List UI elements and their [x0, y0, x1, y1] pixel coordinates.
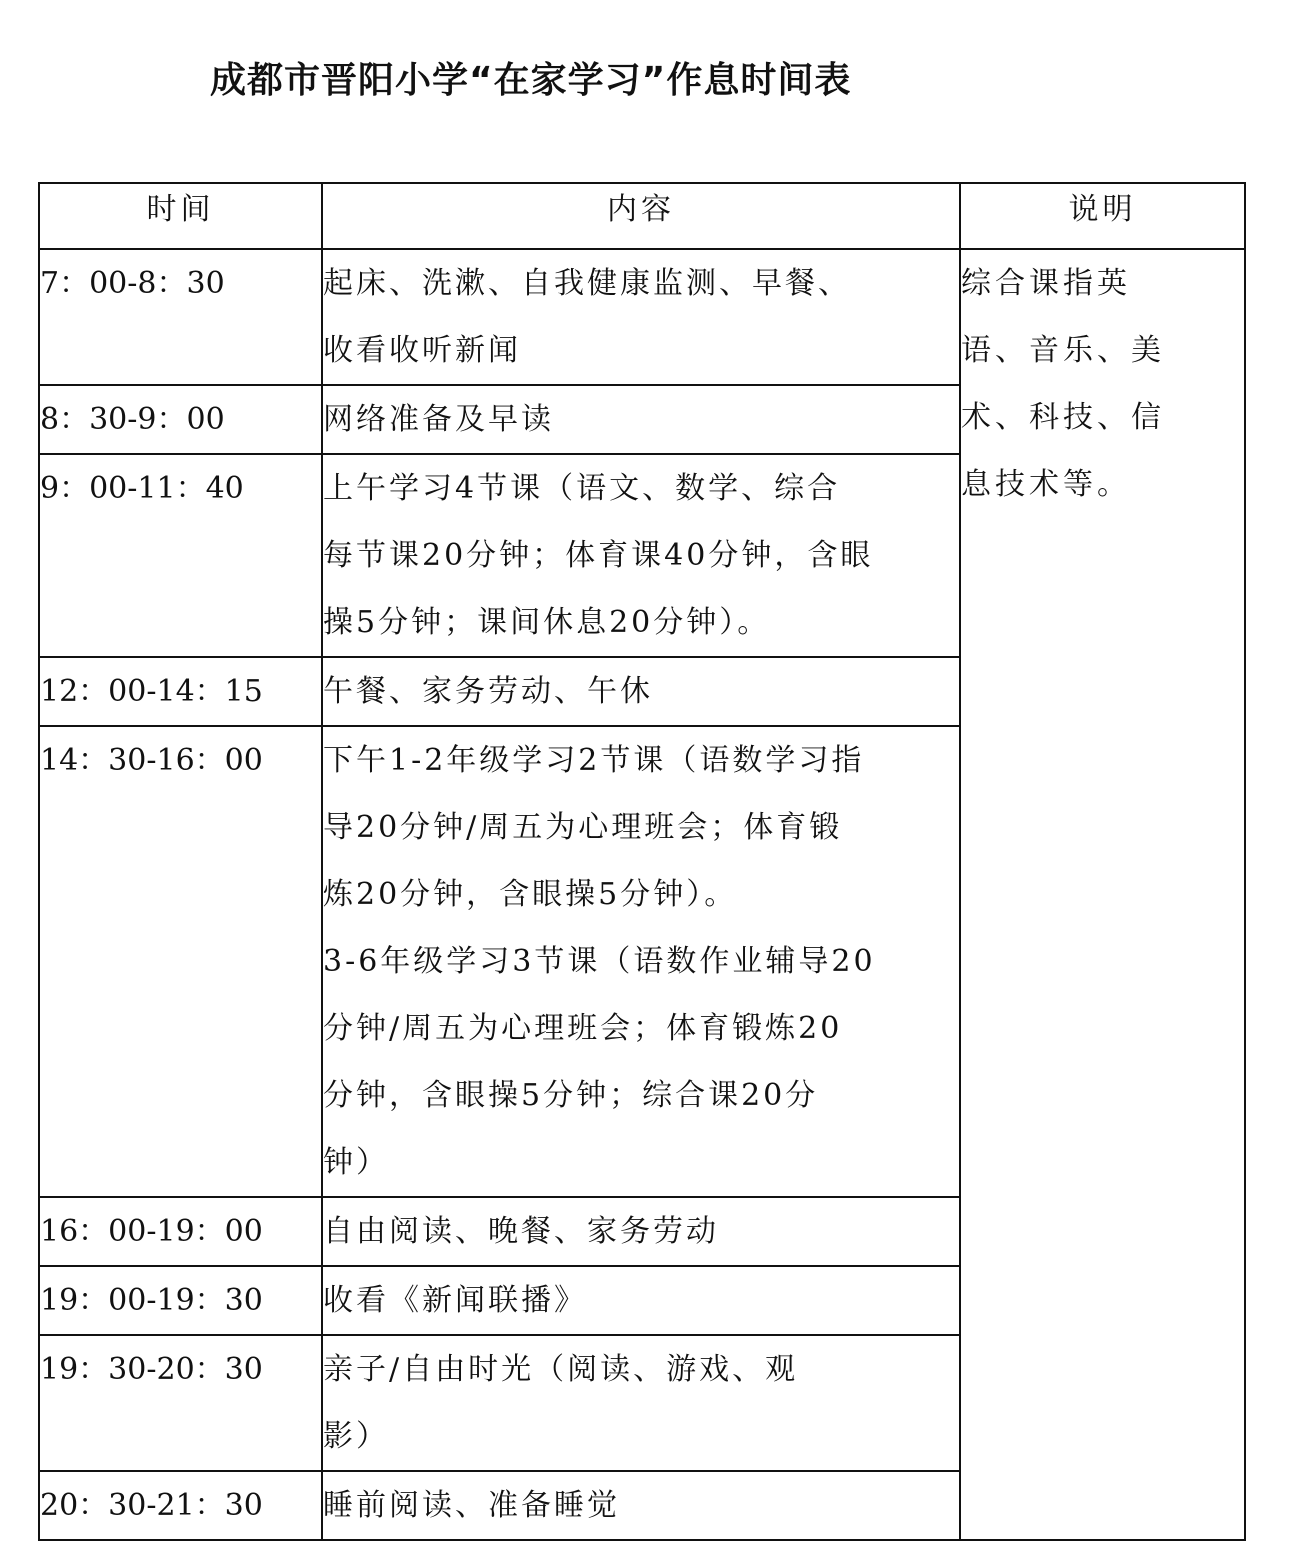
content-line: 收看收听新闻: [323, 333, 521, 368]
table-header-row: [39, 183, 1245, 249]
document-title: 成都市晋阳小学“在家学习”作息时间表: [210, 60, 852, 101]
content-cell: [322, 1266, 960, 1335]
time-cell: 14：30-16：00: [39, 726, 322, 1197]
note-line: 语、音乐、美: [961, 333, 1165, 368]
time-cell: 12：00-14：15: [39, 657, 322, 726]
content-cell: [322, 1335, 960, 1471]
content-line: 起床、洗漱、自我健康监测、早餐、: [323, 266, 851, 301]
time-cell: 7：00-8：30: [39, 249, 322, 385]
content-cell: [322, 726, 960, 1197]
note-line: 息技术等。: [961, 467, 1131, 502]
header-note: 说明: [960, 183, 1245, 249]
content-line: 分钟，含眼操5分钟；综合课20分: [323, 1078, 819, 1113]
content-line: 每节课20分钟；体育课40分钟，含眼: [323, 538, 874, 573]
content-cell: [322, 249, 960, 385]
content-line: 操5分钟；课间休息20分钟）。: [323, 605, 771, 640]
content-line: 炼20分钟，含眼操5分钟）。: [323, 877, 738, 912]
content-cell: [322, 1471, 960, 1540]
content-line: 睡前阅读、准备睡觉: [323, 1488, 620, 1523]
content-line: 钟）: [323, 1145, 389, 1180]
time-cell: 8：30-9：00: [39, 385, 322, 454]
content-cell: [322, 657, 960, 726]
time-cell: 20：30-21：30: [39, 1471, 322, 1540]
note-line: 术、科技、信: [961, 400, 1165, 435]
content-line: 亲子/自由时光（阅读、游戏、观: [323, 1352, 799, 1387]
content-line: 午餐、家务劳动、午休: [323, 674, 653, 709]
header-content: 内容: [322, 183, 960, 249]
content-line: 分钟/周五为心理班会；体育锻炼20: [323, 1011, 843, 1046]
content-line: 自由阅读、晚餐、家务劳动: [323, 1214, 719, 1249]
content-cell: [322, 385, 960, 454]
schedule-table: [38, 182, 1246, 1541]
time-cell: 16：00-19：00: [39, 1197, 322, 1266]
content-line: 收看《新闻联播》: [323, 1283, 587, 1318]
time-cell: 19：00-19：30: [39, 1266, 322, 1335]
content-line: 3-6年级学习3节课（语数作业辅导20: [323, 944, 876, 979]
header-time: 时间: [39, 183, 322, 249]
content-line: 影）: [323, 1419, 389, 1454]
table-row: [39, 249, 1245, 385]
content-cell: [322, 1197, 960, 1266]
note-line: 综合课指英: [961, 266, 1131, 301]
time-cell: 9：00-11：40: [39, 454, 322, 657]
content-line: 导20分钟/周五为心理班会；体育锻: [323, 810, 843, 845]
note-cell: [960, 249, 1245, 1540]
time-cell: 19：30-20：30: [39, 1335, 322, 1471]
content-line: 下午1-2年级学习2节课（语数学习指: [323, 743, 865, 778]
content-cell: [322, 454, 960, 657]
content-line: 网络准备及早读: [323, 402, 554, 437]
content-line: 上午学习4节课（语文、数学、综合: [323, 471, 841, 506]
